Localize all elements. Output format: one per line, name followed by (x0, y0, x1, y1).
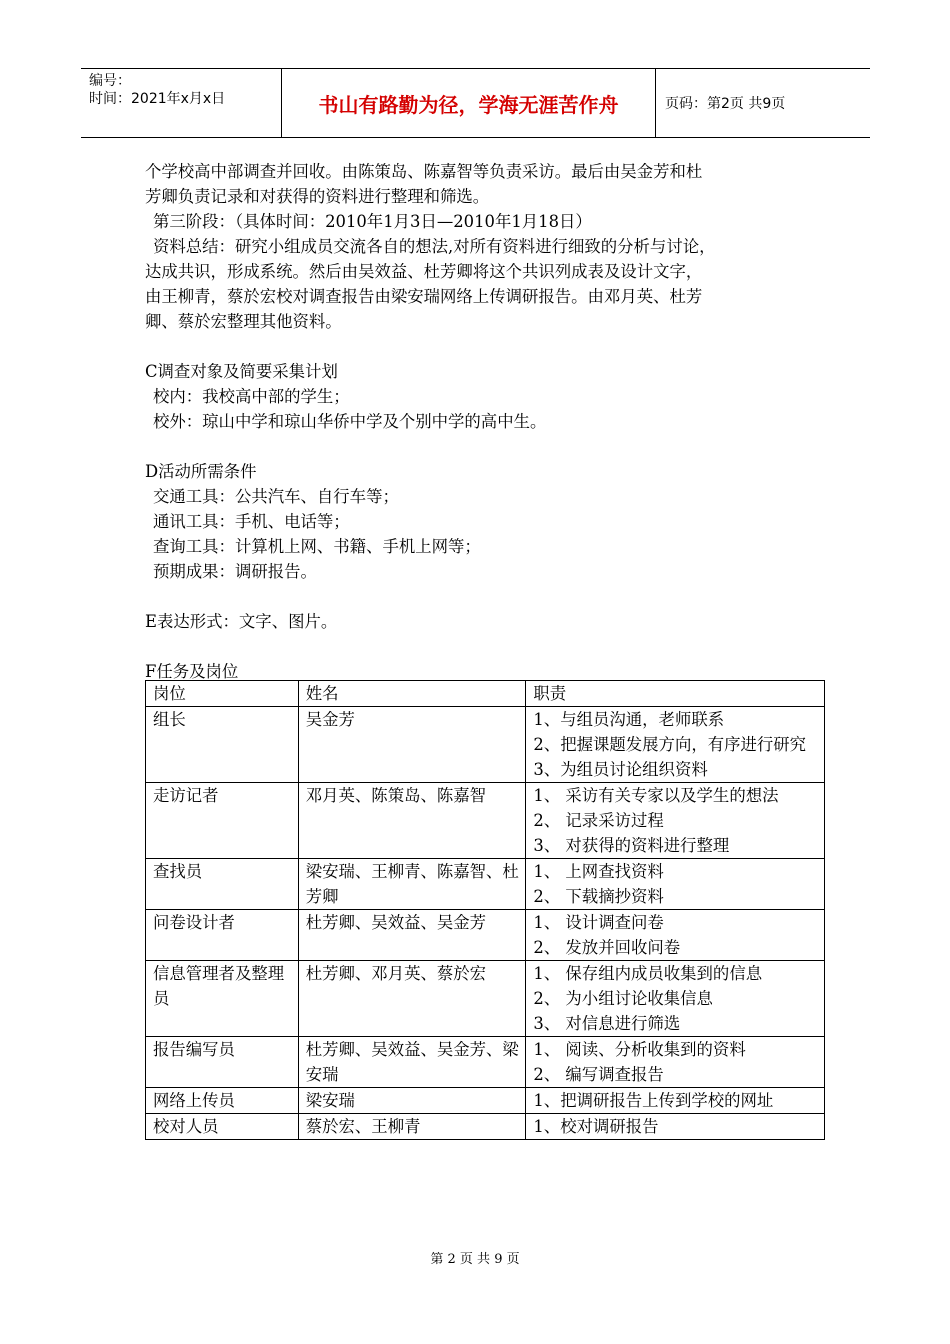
duty-cell (526, 783, 825, 859)
table-row (146, 1114, 825, 1140)
duty-item: 1、 设计调查问卷 (533, 913, 664, 932)
table-header-row (146, 681, 825, 707)
paragraph-line: 卿、蔡於宏整理其他资料。 (145, 312, 342, 331)
name-cell: 梁安瑞、王柳青、陈嘉智、杜芳卿 (298, 859, 526, 910)
table-row (146, 707, 825, 783)
number-label: 编号： (89, 73, 131, 89)
duty-item: 2、 为小组讨论收集信息 (533, 989, 713, 1008)
paragraph-line: 交通工具：公共汽车、自行车等； (153, 487, 399, 506)
duty-item: 1、与组员沟通，老师联系 (533, 710, 725, 729)
paragraph-line: 资料总结：研究小组成员交流各自的想法,对所有资料进行细致的分析与讨论， (153, 237, 716, 256)
header-meta (81, 69, 282, 137)
document-body (145, 159, 835, 684)
duty-item: 1、把调研报告上传到学校的网址 (533, 1091, 774, 1110)
duty-item: 1、 上网查找资料 (533, 862, 664, 881)
duty-item: 1、 阅读、分析收集到的资料 (533, 1040, 746, 1059)
post-cell: 网络上传员 (146, 1088, 299, 1114)
duty-item: 2、 发放并回收问卷 (533, 938, 681, 957)
post-cell: 信息管理者及整理员 (146, 961, 299, 1037)
paragraph-line: 由王柳青，蔡於宏校对调查报告由梁安瑞网络上传调研报告。由邓月英、杜芳 (145, 287, 703, 306)
duty-cell (526, 1114, 825, 1140)
duty-item: 2、 记录采访过程 (533, 811, 664, 830)
paragraph-line: 芳卿负责记录和对获得的资料进行整理和筛选。 (145, 187, 490, 206)
page-footer: 第 2 页 共 9 页 (430, 1252, 520, 1267)
table-row (146, 961, 825, 1037)
duty-cell (526, 910, 825, 961)
table-row (146, 1037, 825, 1088)
column-header-post: 岗位 (146, 681, 299, 707)
table-row (146, 1088, 825, 1114)
time-label: 时间：2021年x月x日 (89, 91, 226, 107)
task-table (145, 680, 825, 1140)
post-cell: 校对人员 (146, 1114, 299, 1140)
name-cell: 邓月英、陈策岛、陈嘉智 (298, 783, 526, 859)
table-row (146, 910, 825, 961)
name-cell: 梁安瑞 (298, 1088, 526, 1114)
table-row (146, 783, 825, 859)
duty-cell (526, 707, 825, 783)
duty-item: 1、 保存组内成员收集到的信息 (533, 964, 763, 983)
duty-cell (526, 961, 825, 1037)
page-number-label: 页码：第2页 共9页 (665, 96, 786, 112)
duty-item: 1、校对调研报告 (533, 1117, 659, 1136)
motto: 书山有路勤为径，学海无涯苦作舟 (282, 69, 656, 137)
post-cell: 报告编写员 (146, 1037, 299, 1088)
paragraph-line: 个学校高中部调查并回收。由陈策岛、陈嘉智等负责采访。最后由吴金芳和杜 (145, 162, 703, 181)
duty-cell (526, 1088, 825, 1114)
duty-item: 1、 采访有关专家以及学生的想法 (533, 786, 779, 805)
name-cell: 杜芳卿、吴效益、吴金芳 (298, 910, 526, 961)
stage-three-heading: 第三阶段：（具体时间：2010年1月3日—2010年1月18日） (153, 212, 592, 231)
paragraph-line: 查询工具：计算机上网、书籍、手机上网等； (153, 537, 481, 556)
name-cell: 吴金芳 (298, 707, 526, 783)
duty-cell (526, 1037, 825, 1088)
duty-item: 3、 对获得的资料进行整理 (533, 836, 730, 855)
paragraph-line: 通讯工具：手机、电话等； (153, 512, 350, 531)
duty-item: 3、为组员讨论组织资料 (533, 760, 708, 779)
page-header (81, 68, 870, 138)
section-heading-d: D活动所需条件 (145, 462, 257, 481)
name-cell: 杜芳卿、吴效益、吴金芳、梁安瑞 (298, 1037, 526, 1088)
paragraph-line: 校外：琼山中学和琼山华侨中学及个别中学的高中生。 (153, 412, 547, 431)
post-cell: 组长 (146, 707, 299, 783)
name-cell: 杜芳卿、邓月英、蔡於宏 (298, 961, 526, 1037)
duty-cell (526, 859, 825, 910)
duty-item: 2、把握课题发展方向，有序进行研究 (533, 735, 807, 754)
column-header-duty: 职责 (526, 681, 825, 707)
post-cell: 查找员 (146, 859, 299, 910)
paragraph-line: 达成共识，形成系统。然后由吴效益、杜芳卿将这个共识列成表及设计文字， (145, 262, 703, 281)
section-heading-e: E表达形式：文字、图片。 (145, 612, 338, 631)
table-row (146, 859, 825, 910)
column-header-name: 姓名 (298, 681, 526, 707)
duty-item: 3、 对信息进行筛选 (533, 1014, 681, 1033)
post-cell: 问卷设计者 (146, 910, 299, 961)
paragraph-line: 校内：我校高中部的学生； (153, 387, 350, 406)
post-cell: 走访记者 (146, 783, 299, 859)
section-heading-f: F任务及岗位 (145, 662, 239, 681)
duty-item: 2、 编写调查报告 (533, 1065, 664, 1084)
duty-item: 2、 下载摘抄资料 (533, 887, 664, 906)
section-heading-c: C调查对象及简要采集计划 (145, 362, 338, 381)
paragraph-line: 预期成果：调研报告。 (153, 562, 317, 581)
name-cell: 蔡於宏、王柳青 (298, 1114, 526, 1140)
